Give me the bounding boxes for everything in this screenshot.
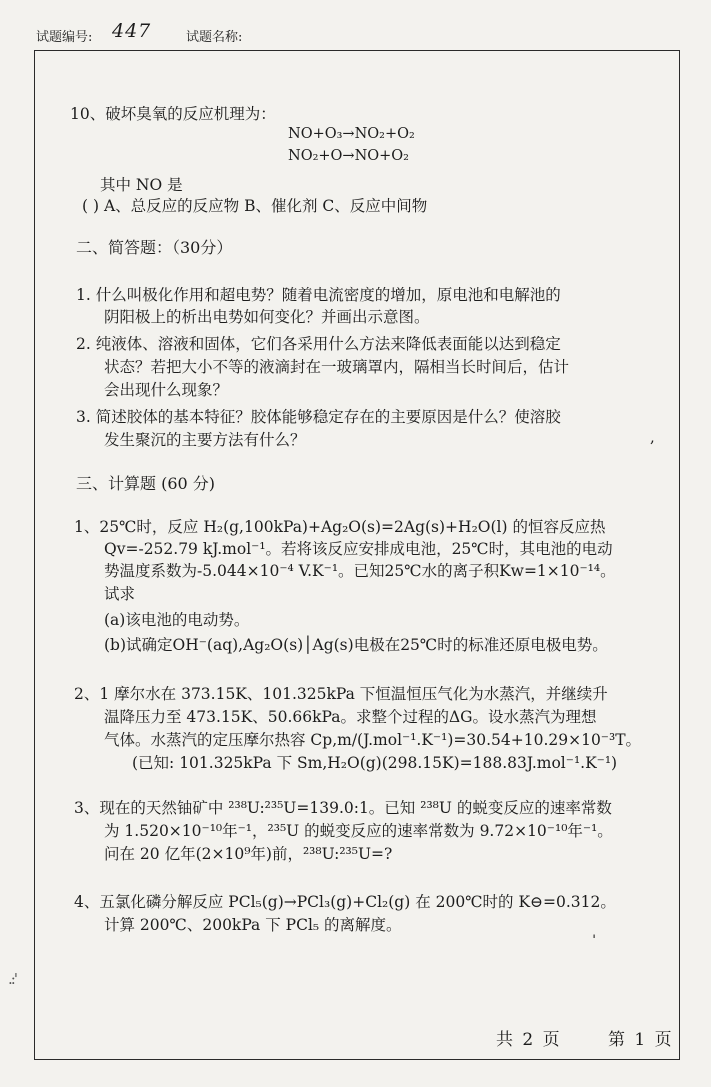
s3-p1-a: (a)该电池的电动势。 xyxy=(104,611,250,629)
s3-p4-line2: 计算 200℃、200kPa 下 PCl₅ 的离解度。 xyxy=(104,916,402,934)
s3-p1-line4: 试求 xyxy=(104,585,136,603)
q10-options: ( ) A、总反应的反应物 B、催化剂 C、反应中间物 xyxy=(82,197,428,215)
exam-code-value: 447 xyxy=(112,20,152,42)
q10-prompt: 其中 NO 是 xyxy=(100,176,183,194)
scan-mark: , xyxy=(650,428,655,446)
s3-p1-line3: 势温度系数为-5.044×10⁻⁴ V.K⁻¹。已知25℃水的离子积Kw=1×10⁻¹⁴。 xyxy=(104,562,616,580)
s2-q2-line2: 状态？若把大小不等的液滴封在一玻璃罩内，隔相当长时间后，估计 xyxy=(104,358,570,376)
section2-title: 二、简答题：（30分） xyxy=(76,238,233,257)
exam-code-label: 试题编号: xyxy=(36,30,93,45)
section3-title: 三、计算题 (60 分) xyxy=(76,474,216,493)
q10-stem: 10、破坏臭氧的反应机理为： xyxy=(70,105,276,123)
s2-q1-line1: 1. 什么叫极化作用和超电势？随着电流密度的增加，原电池和电解池的 xyxy=(76,286,561,304)
s2-q1-line2: 阴阳极上的析出电势如何变化？并画出示意图。 xyxy=(104,308,430,326)
s3-p2-line1: 2、1 摩尔水在 373.15K、101.325kPa 下恒温恒压气化为水蒸汽，并继续升 xyxy=(74,685,608,703)
page-total: 共 2 页 xyxy=(496,1030,562,1050)
s3-p1-line2: Qv=-252.79 kJ.mol⁻¹。若将该反应安排成电池，25℃时，其电池的电动 xyxy=(104,540,613,558)
exam-name-label: 试题名称: xyxy=(186,30,243,45)
s3-p2-line4: (已知: 101.325kPa 下 Sm,H₂O(g)(298.15K)=188.83J.mol⁻¹.K⁻¹) xyxy=(132,754,618,772)
s3-p2-line2: 温降压力至 473.15K、50.66kPa。求整个过程的ΔG。设水蒸汽为理想 xyxy=(104,708,597,726)
s3-p1-b: (b)试确定OH⁻(aq),Ag₂O(s)│Ag(s)电极在25℃时的标准还原电极电势。 xyxy=(104,636,608,654)
s2-q2-line3: 会出现什么现象？ xyxy=(104,381,229,399)
scan-mark: .:' xyxy=(8,970,16,988)
s3-p3-line2: 为 1.520×10⁻¹⁰年⁻¹，²³⁵U 的蜕变反应的速率常数为 9.72×10⁻¹⁰年⁻¹。 xyxy=(104,822,613,840)
s3-p3-line1: 3、现在的天然铀矿中 ²³⁸U:²³⁵U=139.0:1。已知 ²³⁸U 的蜕变反应的速率常数 xyxy=(74,799,612,817)
s3-p3-line3: 问在 20 亿年(2×10⁹年)前，²³⁸U:²³⁵U=? xyxy=(104,845,393,863)
s3-p4-line1: 4、五氯化磷分解反应 PCl₅(g)→PCl₃(g)+Cl₂(g) 在 200℃时的 K⊖=0.312。 xyxy=(74,893,616,911)
s3-p1-line1: 1、25℃时，反应 H₂(g,100kPa)+Ag₂O(s)=2Ag(s)+H₂O(l) 的恒容反应热 xyxy=(74,518,606,536)
s2-q3-line2: 发生聚沉的主要方法有什么？ xyxy=(104,431,306,449)
q10-reaction-2: NO₂+O→NO+O₂ xyxy=(288,148,409,164)
page-number: 第 1 页 xyxy=(608,1030,674,1050)
q10-reaction-1: NO+O₃→NO₂+O₂ xyxy=(288,126,415,142)
s2-q3-line1: 3. 简述胶体的基本特征？胶体能够稳定存在的主要原因是什么？使溶胶 xyxy=(76,408,561,426)
s2-q2-line1: 2. 纯液体、溶液和固体，它们各采用什么方法来降低表面能以达到稳定 xyxy=(76,335,561,353)
s3-p2-line3: 气体。水蒸汽的定压摩尔热容 Cp,m/(J.mol⁻¹.K⁻¹)=30.54+10.29×10⁻³T。 xyxy=(104,731,642,749)
scan-mark: ˈ xyxy=(592,932,597,950)
